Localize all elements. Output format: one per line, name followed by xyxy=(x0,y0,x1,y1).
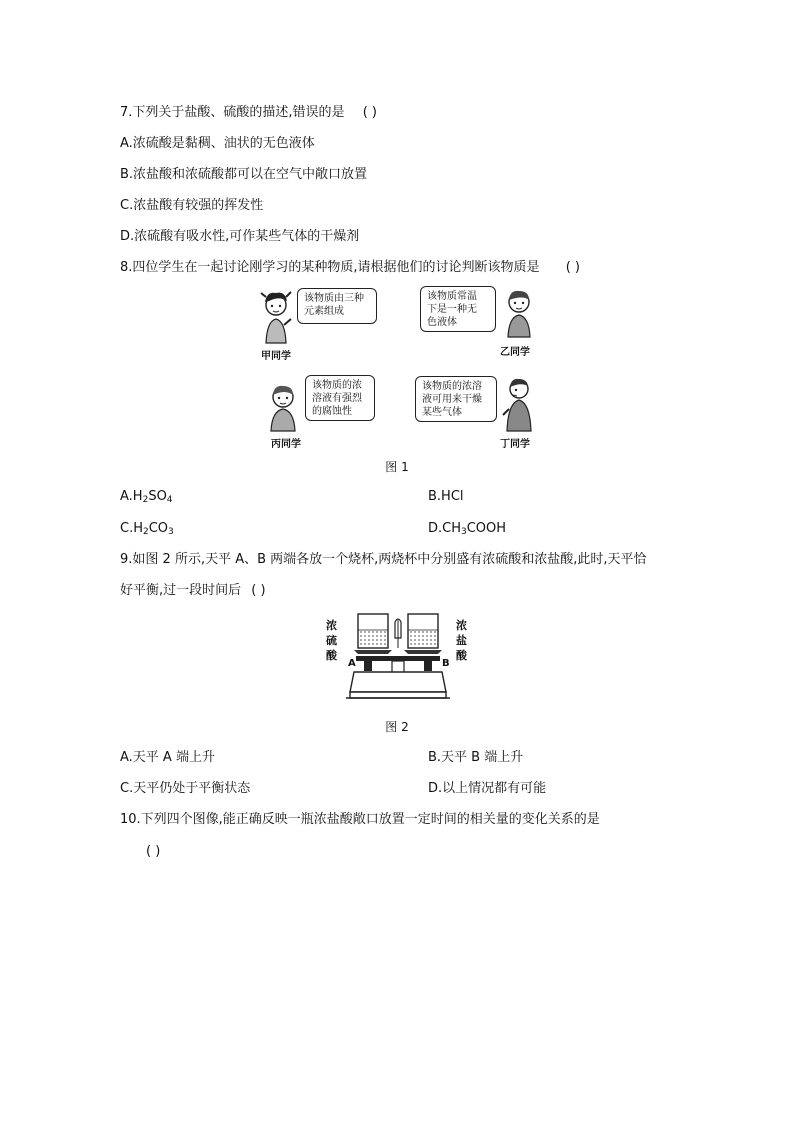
q8-option-c-sub1: 2 xyxy=(143,527,149,537)
q7-option-b: B.浓盐酸和浓硫酸都可以在空气中敞口放置 xyxy=(120,167,368,182)
label-conc-hydrochloric xyxy=(456,618,467,663)
label-conc-sulfuric-1: 浓 xyxy=(326,619,337,632)
bubble-yi xyxy=(420,286,496,332)
bubble-bing-line2: 溶液有强烈 xyxy=(312,393,362,404)
q7-answer-blank: ( ) xyxy=(362,105,377,120)
q9-answer-blank: ( ) xyxy=(251,583,266,598)
figure-1-caption: 图 1 xyxy=(385,460,409,474)
label-end-b: B xyxy=(442,658,450,669)
student-bing-icon xyxy=(265,383,301,433)
q8-stem xyxy=(120,259,580,277)
q8-option-c xyxy=(120,520,174,541)
figure-1 xyxy=(255,283,545,453)
figure-2-caption: 图 2 xyxy=(385,720,409,734)
bubble-bing-line1: 该物质的浓 xyxy=(312,380,362,391)
bubble-ding xyxy=(415,376,497,422)
bubble-ding-line2: 液可用来干燥 xyxy=(422,394,482,405)
bubble-bing xyxy=(305,375,375,421)
bubble-yi-line2: 下是一种无 xyxy=(427,304,477,315)
q9-option-c: C.天平仍处于平衡状态 xyxy=(120,781,251,796)
q10-answer-blank: ( ) xyxy=(146,844,161,859)
label-conc-sulfuric-3: 酸 xyxy=(326,649,337,662)
q9-option-a: A.天平 A 端上升 xyxy=(120,750,215,765)
q8-option-d-sub1: 3 xyxy=(461,527,467,537)
q8-option-a-sub1: 2 xyxy=(142,495,149,505)
student-jia-icon xyxy=(257,289,295,345)
q8-option-d xyxy=(428,520,506,541)
label-conc-hydrochloric-1: 浓 xyxy=(456,619,467,632)
q8-option-b: B.HCl xyxy=(428,489,464,504)
q8-option-a-pre: A.H xyxy=(120,489,143,504)
bubble-jia xyxy=(297,288,377,324)
q8-option-a-sub2: 4 xyxy=(166,495,173,505)
q9-stem-line1: 9.如图 2 所示,天平 A、B 两端各放一个烧杯,两烧杯中分别盛有浓硫酸和浓盐酸,此时,天平恰 xyxy=(120,552,647,567)
label-bing: 丙同学 xyxy=(271,439,301,450)
q8-option-d-mid: COOH xyxy=(466,521,507,536)
student-yi-icon xyxy=(501,287,537,339)
figure-2 xyxy=(322,606,472,706)
q8-option-c-pre: C.H xyxy=(120,521,143,536)
q7-stem xyxy=(120,104,377,122)
label-end-a: A xyxy=(348,658,356,669)
label-jia: 甲同学 xyxy=(261,351,291,362)
q7-option-c: C.浓盐酸有较强的挥发性 xyxy=(120,198,264,213)
q8-option-a xyxy=(120,488,173,509)
q9-option-b: B.天平 B 端上升 xyxy=(428,750,524,765)
bubble-jia-line2: 元素组成 xyxy=(304,306,344,317)
q8-option-c-mid: CO xyxy=(148,521,169,536)
student-ding-icon xyxy=(501,375,535,433)
bubble-ding-line3: 某些气体 xyxy=(422,407,462,418)
q9-option-d: D.以上情况都有可能 xyxy=(428,781,547,796)
q8-option-a-mid: SO xyxy=(148,489,167,504)
q8-option-d-pre: D.CH xyxy=(428,521,461,536)
q7-option-d: D.浓硫酸有吸水性,可作某些气体的干燥剂 xyxy=(120,229,360,244)
bubble-yi-line1: 该物质常温 xyxy=(427,291,477,302)
q8-option-c-sub2: 3 xyxy=(168,527,174,537)
label-conc-sulfuric xyxy=(326,618,337,663)
q9-stem-line2-text: 好平衡,过一段时间后 xyxy=(120,583,242,598)
label-yi: 乙同学 xyxy=(500,347,530,358)
label-ding: 丁同学 xyxy=(500,439,530,450)
label-conc-sulfuric-2: 硫 xyxy=(326,634,337,647)
balance-scale-icon xyxy=(344,608,452,704)
q7-option-a: A.浓硫酸是黏稠、油状的无色液体 xyxy=(120,136,315,151)
q10-stem: 10.下列四个图像,能正确反映一瓶浓盐酸敞口放置一定时间的相关量的变化关系的是 xyxy=(120,812,600,827)
q8-answer-blank: ( ) xyxy=(565,260,580,275)
label-conc-hydrochloric-2: 盐 xyxy=(456,634,467,647)
bubble-yi-line3: 色液体 xyxy=(427,317,457,328)
bubble-jia-line1: 该物质由三种 xyxy=(304,293,364,304)
q7-stem-text: 7.下列关于盐酸、硫酸的描述,错误的是 xyxy=(120,105,345,120)
q9-stem-line2 xyxy=(120,582,266,600)
q8-stem-text: 8.四位学生在一起讨论刚学习的某种物质,请根据他们的讨论判断该物质是 xyxy=(120,260,540,275)
bubble-bing-line3: 的腐蚀性 xyxy=(312,406,352,417)
bubble-ding-line1: 该物质的浓溶 xyxy=(422,381,482,392)
label-conc-hydrochloric-3: 酸 xyxy=(456,649,467,662)
